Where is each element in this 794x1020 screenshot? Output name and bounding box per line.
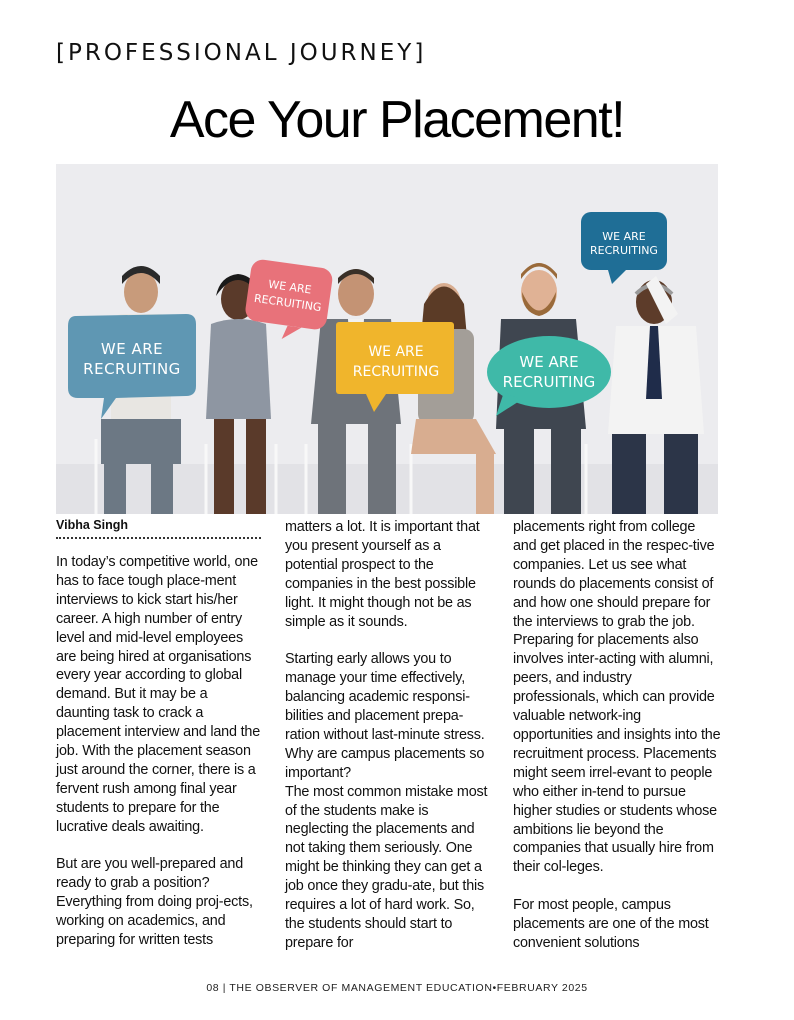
svg-text:RECRUITING: RECRUITING [352, 364, 440, 380]
svg-text:WE ARE: WE ARE [519, 353, 579, 371]
headline: Ace Your Placement! [169, 91, 625, 149]
svg-text:RECRUITING: RECRUITING [502, 373, 596, 391]
column-3 [513, 518, 721, 953]
column-1 [56, 553, 264, 950]
paragraph: placements right from college and get placed in the respec-tive companies. Let us see what rounds do placements consist of and how one should prepare for the interviews to grab the job. Preparing for placements also involves inter-acting with alumni, peers, and industry professionals, which can provide valuable network-ing opportunities and insights into the recruitment process. Placements might seem irrel-evant to people who either in-tend to pursue higher studies or students whose ambitions lie beyond the companies that usually hire from their col-leges. [513, 519, 721, 876]
paragraph: The most common mistake most of the students make is neglecting the placements and not taking them seriously. One might be thinking they can get a job once they gradu-ate, but this requires a lot of hard work. So, the students should start to prepare for [285, 783, 488, 951]
svg-text:RECRUITING: RECRUITING [83, 360, 181, 378]
svg-text:RECRUITING: RECRUITING [253, 291, 323, 315]
hero-photo [56, 164, 718, 514]
svg-text:WE ARE: WE ARE [602, 230, 646, 243]
svg-text:WE ARE: WE ARE [368, 344, 424, 360]
paragraph: matters a lot. It is important that you present yourself as a potential prospect to the companies in the best possible light. It might though not be as simple as it sounds. [285, 519, 480, 630]
page-footer: 08 | THE OBSERVER OF MANAGEMENT EDUCATION•FEBRUARY 2025 [206, 982, 588, 994]
author-byline: Vibha Singh [56, 518, 261, 539]
paragraph: But are you well-prepared and ready to grab a position? Everything from doing proj-ects, working on academics, and preparing for written tests [56, 856, 253, 949]
column-2 [285, 518, 493, 953]
paragraph: In today’s competitive world, one has to face tough place-ment interviews to kick start his/her career. A high number of entry level and mid-level employees are being hired at organisations every year according to global demand. But it may be a daunting task to crack a placement interview and land the job. With the placement season just around the corner, there is a fervent rush among final year students to prepare for the lucrative deals awaiting. [56, 554, 260, 835]
svg-text:RECRUITING: RECRUITING [590, 244, 658, 257]
svg-text:WE ARE: WE ARE [100, 340, 164, 358]
subheading: Why are campus placements so important? [285, 745, 485, 781]
paragraph: For most people, campus placements are one of the most convenient solutions [513, 897, 709, 951]
paragraph: Starting early allows you to manage your time effectively, balancing academic responsi-bilities and placement prepa-ration without last-minute stress. [285, 651, 485, 743]
section-label: [PROFESSIONAL JOURNEY] [56, 40, 427, 66]
svg-text:WE ARE: WE ARE [267, 277, 313, 297]
